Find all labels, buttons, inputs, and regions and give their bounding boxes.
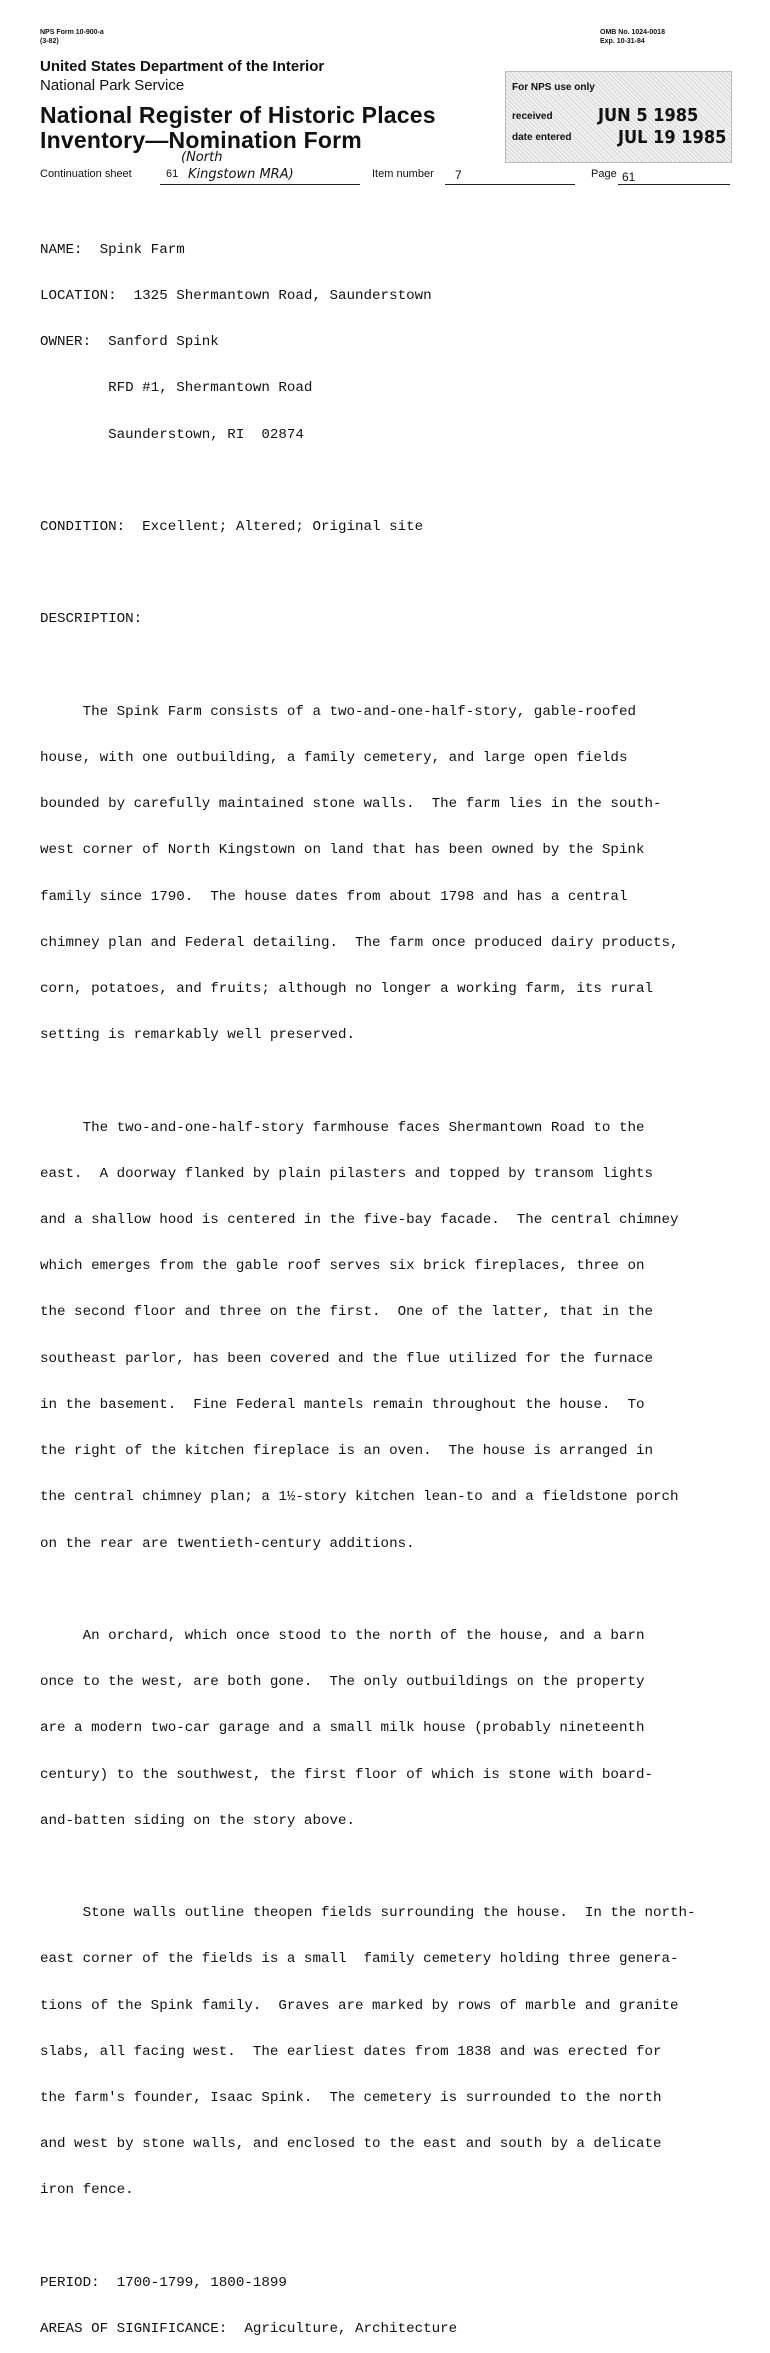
- body-line: the right of the kitchen fireplace is an oven. The house is arranged in: [40, 1443, 653, 1460]
- body-line: Saunderstown, RI 02874: [40, 426, 304, 443]
- body-line: corn, potatoes, and fruits; although no longer a working farm, its rural: [40, 981, 653, 998]
- body-line: the farm's founder, Isaac Spink. The cemetery is surrounded to the north: [40, 2089, 662, 2106]
- body-line: NAME: Spink Farm: [40, 241, 185, 258]
- body-line: LOCATION: 1325 Shermantown Road, Saunderstown: [40, 288, 432, 305]
- body-line: [40, 474, 750, 489]
- body-line: [40, 566, 750, 581]
- item-underline: [445, 184, 575, 185]
- body-line: which emerges from the gable roof serves six brick fireplaces, three on: [40, 1258, 645, 1275]
- body-line: west corner of North Kingstown on land that has been owned by the Spink: [40, 842, 645, 859]
- body-line: slabs, all facing west. The earliest dates from 1838 and was erected for: [40, 2043, 662, 2060]
- body-line: AREAS OF SIGNIFICANCE: Agriculture, Architecture: [40, 2320, 458, 2337]
- body-line: Stone walls outline theopen fields surrounding the house. In the north-: [40, 1905, 696, 1922]
- body-line: chimney plan and Federal detailing. The farm once produced dairy products,: [40, 934, 679, 951]
- nps-use-heading: For NPS use only: [512, 82, 595, 93]
- body-line: east. A doorway flanked by plain pilasters and topped by transom lights: [40, 1165, 653, 1182]
- body-line: house, with one outbuilding, a family cemetery, and large open fields: [40, 750, 628, 767]
- form-title-line1: National Register of Historic Places: [40, 102, 436, 128]
- item-number-value: 7: [455, 168, 462, 182]
- form-number: NPS Form 10-900-a: [40, 29, 104, 36]
- body-line: southeast parlor, has been covered and the flue utilized for the furnace: [40, 1350, 653, 1367]
- body-line: and a shallow hood is centered in the five-bay facade. The central chimney: [40, 1212, 679, 1229]
- body-line: The Spink Farm consists of a two-and-one-half-story, gable-roofed: [40, 703, 636, 720]
- body-line: OWNER: Sanford Spink: [40, 334, 219, 351]
- body-line: [40, 1583, 750, 1598]
- body-line: [40, 1860, 750, 1875]
- body-line: setting is remarkably well preserved.: [40, 1027, 356, 1044]
- omb-no: OMB No. 1024-0018: [600, 29, 665, 36]
- date-entered-label: date entered: [512, 132, 572, 143]
- body-line: DESCRIPTION:: [40, 611, 143, 628]
- body-line: century) to the southwest, the first floor of which is stone with board-: [40, 1766, 653, 1783]
- body-line: once to the west, are both gone. The only outbuildings on the property: [40, 1674, 645, 1691]
- body-line: CONDITION: Excellent; Altered; Original site: [40, 519, 424, 536]
- body-line: the second floor and three on the first. One of the latter, that in the: [40, 1304, 653, 1321]
- continuation-underline: [160, 184, 360, 185]
- page-label: Page: [591, 168, 617, 180]
- body-line: RFD #1, Shermantown Road: [40, 380, 313, 397]
- received-label: received: [512, 111, 553, 122]
- date-entered-stamp: JUL 19 1985: [618, 127, 727, 148]
- body-line: [40, 1074, 750, 1089]
- page-value: 61: [622, 170, 636, 184]
- body-line: are a modern two-car garage and a small milk house (probably nineteenth: [40, 1720, 645, 1737]
- body-line: tions of the Spink family. Graves are marked by rows of marble and granite: [40, 1997, 679, 2014]
- body-line: on the rear are twentieth-century additions.: [40, 1535, 415, 1552]
- omb-expiration: Exp. 10-31-84: [600, 38, 645, 45]
- body-line: The two-and-one-half-story farmhouse faces Shermantown Road to the: [40, 1119, 645, 1136]
- department-name: United States Department of the Interior: [40, 58, 325, 75]
- continuation-sheet-label: Continuation sheet: [40, 168, 132, 180]
- continuation-sheet-value: 61: [166, 168, 179, 180]
- document-body: [40, 212, 750, 2353]
- item-number-label: Item number: [372, 168, 434, 180]
- body-line: and-batten siding on the story above.: [40, 1812, 356, 1829]
- page-underline: [618, 184, 730, 185]
- form-title-line2: Inventory—Nomination Form: [40, 127, 362, 153]
- handwritten-note-top: (North: [181, 150, 223, 165]
- body-line: in the basement. Fine Federal mantels remain throughout the house. To: [40, 1396, 645, 1413]
- body-line: family since 1790. The house dates from about 1798 and has a central: [40, 888, 628, 905]
- body-line: An orchard, which once stood to the north of the house, and a barn: [40, 1627, 645, 1644]
- body-line: [40, 659, 750, 674]
- body-line: bounded by carefully maintained stone walls. The farm lies in the south-: [40, 796, 662, 813]
- body-line: east corner of the fields is a small family cemetery holding three genera-: [40, 1951, 679, 1968]
- nps-use-only-box: [505, 71, 732, 163]
- body-line: the central chimney plan; a 1½-story kitchen lean-to and a fieldstone porch: [40, 1489, 679, 1506]
- form-id: [40, 28, 104, 46]
- body-line: [40, 2230, 750, 2245]
- body-line: iron fence.: [40, 2182, 134, 2199]
- handwritten-note-inline: Kingstown MRA): [188, 167, 294, 182]
- body-line: PERIOD: 1700-1799, 1800-1899: [40, 2274, 287, 2291]
- form-revision: (3-82): [40, 38, 59, 45]
- service-name: National Park Service: [40, 77, 185, 94]
- body-line: and west by stone walls, and enclosed to the east and south by a delicate: [40, 2136, 662, 2153]
- received-stamp: JUN 5 1985: [598, 105, 699, 126]
- omb-number: [600, 28, 665, 46]
